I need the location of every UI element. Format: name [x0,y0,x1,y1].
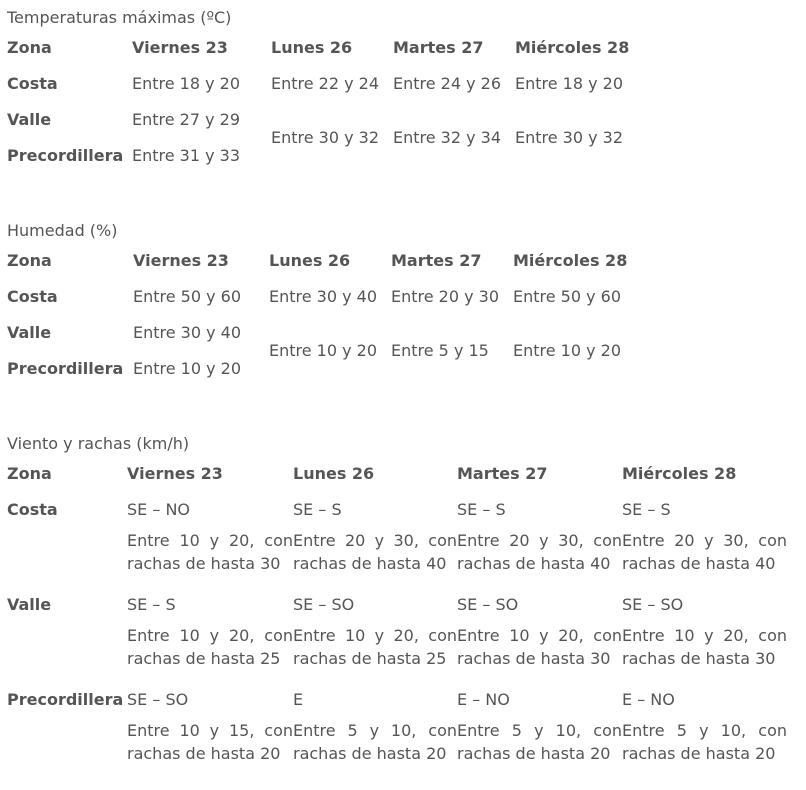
table-cell-merged: Entre 5 y 15 [391,341,489,360]
wind-direction: E [293,690,304,709]
table-cell: Entre 22 y 24 [271,74,380,93]
table-cell: Entre 18 y 20 [132,74,241,93]
wind-direction: E – NO [457,690,510,709]
table-cell-merged: Entre 10 y 20 [513,341,622,360]
table-cell: Entre 10 y 20 [133,359,242,378]
wind-direction: SE – S [622,500,671,519]
zone-valle: Valle [7,323,52,342]
header-zona: Zona [7,251,52,270]
wind-table [7,456,787,777]
header-lunes: Lunes 26 [293,464,375,483]
zone-precordillera: Precordillera [7,146,124,165]
wind-detail: Entre 10 y 20, con rachas de hasta 25 [127,626,293,668]
table-header-row [7,30,645,66]
wind-direction: SE – SO [293,595,355,614]
header-zona: Zona [7,38,52,57]
zone-precordillera: Precordillera [7,690,124,709]
table-cell: Entre 30 y 40 [269,287,378,306]
table-row [7,682,787,718]
table-header-row [7,243,643,279]
wind-detail: Entre 20 y 30, con rachas de hasta 40 [622,531,787,573]
table-cell-merged: Entre 32 y 34 [393,128,502,147]
zone-costa: Costa [7,287,58,306]
wind-detail: Entre 10 y 20, con rachas de hasta 30 [622,626,787,668]
table-row [7,279,643,315]
table-cell-merged: Entre 30 y 32 [515,128,624,147]
header-lunes: Lunes 26 [269,251,351,270]
table-header-row [7,456,787,492]
humidity-caption: Humedad (%) [7,221,118,240]
zone-precordillera: Precordillera [7,359,124,378]
table-cell: Entre 27 y 29 [132,110,241,129]
header-zona: Zona [7,464,52,483]
zone-valle: Valle [7,110,52,129]
wind-caption: Viento y rachas (km/h) [7,434,190,453]
table-row [7,492,787,528]
table-cell: Entre 24 y 26 [393,74,502,93]
wind-direction: SE – S [127,595,176,614]
zone-valle: Valle [7,595,52,614]
table-cell: Entre 50 y 60 [133,287,242,306]
header-martes: Martes 27 [393,38,484,57]
wind-detail: Entre 10 y 20, con rachas de hasta 30 [127,531,293,573]
wind-direction: SE – SO [457,595,519,614]
table-cell-merged: Entre 10 y 20 [269,341,378,360]
table-row [7,587,787,623]
wind-detail: Entre 10 y 15, con rachas de hasta 20 [127,721,293,763]
header-martes: Martes 27 [457,464,548,483]
temperatures-table [7,30,645,174]
table-cell: Entre 30 y 40 [133,323,242,342]
wind-direction: SE – S [457,500,506,519]
header-viernes: Viernes 23 [133,251,229,270]
section-spacer [7,387,799,432]
table-cell-merged: Entre 30 y 32 [271,128,380,147]
wind-detail: Entre 5 y 10, con rachas de hasta 20 [457,721,622,763]
zone-costa: Costa [7,500,58,519]
wind-direction: E – NO [622,690,675,709]
wind-direction: SE – SO [127,690,189,709]
table-cell: Entre 20 y 30 [391,287,500,306]
zone-costa: Costa [7,74,58,93]
table-cell: Entre 18 y 20 [515,74,624,93]
header-miercoles: Miércoles 28 [515,38,630,57]
wind-direction: SE – S [293,500,342,519]
table-cell: Entre 31 y 33 [132,146,241,165]
header-martes: Martes 27 [391,251,482,270]
header-miercoles: Miércoles 28 [622,464,737,483]
wind-direction: SE – SO [622,595,684,614]
table-row [7,102,645,138]
wind-detail: Entre 20 y 30, con rachas de hasta 40 [457,531,622,573]
section-spacer [7,174,799,219]
wind-detail: Entre 10 y 20, con rachas de hasta 30 [457,626,622,668]
header-viernes: Viernes 23 [132,38,228,57]
table-row [7,66,645,102]
header-viernes: Viernes 23 [127,464,223,483]
wind-detail: Entre 20 y 30, con rachas de hasta 40 [293,531,457,573]
header-lunes: Lunes 26 [271,38,353,57]
wind-detail: Entre 5 y 10, con rachas de hasta 20 [622,721,787,763]
table-row [7,315,643,351]
humidity-table [7,243,643,387]
wind-detail: Entre 10 y 20, con rachas de hasta 25 [293,626,457,668]
header-miercoles: Miércoles 28 [513,251,628,270]
wind-direction: SE – NO [127,500,190,519]
table-cell: Entre 50 y 60 [513,287,622,306]
wind-detail: Entre 5 y 10, con rachas de hasta 20 [293,721,457,763]
temperatures-caption: Temperaturas máximas (ºC) [7,8,232,27]
